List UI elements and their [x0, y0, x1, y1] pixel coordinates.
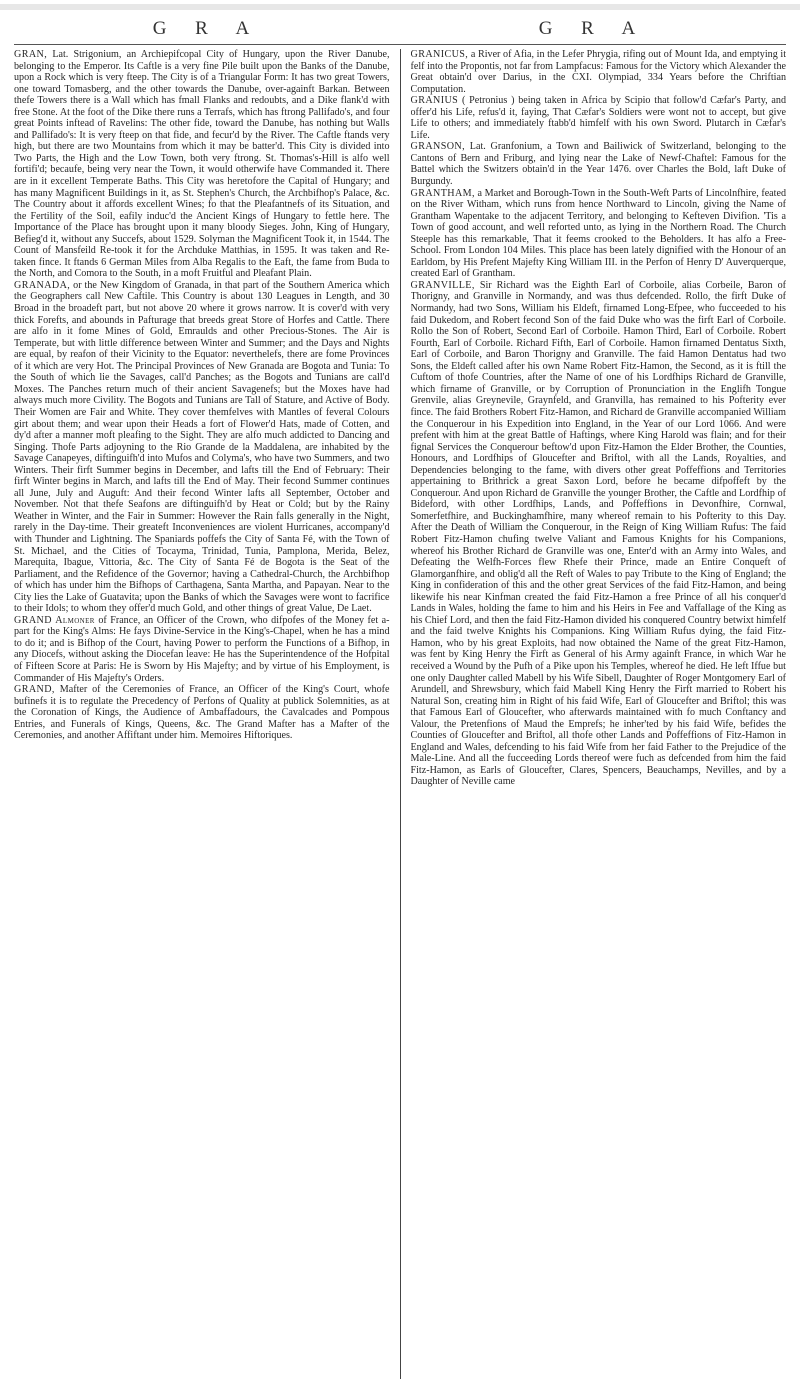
right-column — [411, 49, 787, 1379]
entry-headword: GRAND, — [14, 684, 55, 696]
top-margin-band — [0, 4, 800, 10]
entry-text: a River of Afia, in the Lefer Phrygia, rifing out of Mount Ida, and emptying it felf into the Propontis, not far from Lampfacus: Famous for the Victory which Alexander the Great obtain'd over Darius, in the CXI. Olympiad, 334 Years before the Chriftian Computation. — [410, 49, 786, 95]
entry-gran — [14, 49, 390, 280]
entry-headword: GRAN, — [14, 49, 48, 60]
running-head-right: G R A — [538, 18, 648, 39]
entry-text: Lat. Strigonium, an Archiepifcopal City of Hungary, upon the River Danube, belonging to the Emperor. Its Caftle is a very fine Pile built upon the Banks of the Danube, upon a Rock which is very fteep. The City is of a Triangular Form: It has two great Towers, one toward Tomasberg, and the other towards the Danube, over-againft Barkan. Between thefe Towers there is a Wall which has fmall Flanks and redoubts, and a Dike flank'd with free Stone. At the foot of the Dike there runs a Terrafs, which has ftrong Pallifado's, and four great Points inftead of Ravelins: The other fide, toward the Danube, has nothing but Walls and Pallifado's: It is very fteep on that fide, and fecur'd by the River. The Caftle ftands very high, but there are two Mountains from which it may be batter'd. This City is divided into Two Parts, the High and the Low Town, both very ftrong. St. Thomas's-Hill is alfo well fortifi'd; becaufe, being very near the Town, it would otherwife have Commanded it. There are in it excellent Temperate Baths. This City was heretofore the Capital of Hungary; and has many Magnificent Buildings in it, as St. Stephen's Church, the Archbifhop's Palace, &c. The Country about it affords excellent Wines; fo that the Pleafantnefs of its Situation, and the Fertility of the Soil, eafily induc'd the Ancient Kings of Hungary to fettle here. The Importance of the Place has brought upon it many bloody Sieges. John, King of Hungary, Befieg'd it, without any Succefs, about 1529. Solyman the Magnificent Took it, in 1544. The Count of Mansfeild Re-took it for the Archduke Matthias, in 1595. It was taken and Re-taken fince. It ftands 6 German Miles from Alba Regalis to the Eaft, the fame from Buda to the North, and Comora to the South, in a moft Fruitful and Pleafant Plain. — [14, 49, 390, 280]
entry-text: a Market and Borough-Town in the South-Weft Parts of Lincolnfhire, feated on the River Witham, which runs from hence Northward to Lincoln, giving the Name of Grantham Wapentake to the adjacent Territory, and belonging to Kefteven Divifion. 'Tis a Town of good account, and well reforted unto, as lying in the Northern Road. The Church Steeple has this remarkable, That it feems crooked to the Beholders. It has alfo a Free-School. From London 104 Miles. This place has been lately dignified with the Honour of an Earldom, by His Prefent Majefty King William III. in the Perfon of Henry D' Auverquerque, created Earl of Grantham. — [410, 187, 786, 280]
entry-headword: GRANIUS — [410, 95, 459, 107]
entry-headword: GRANICUS, — [410, 49, 469, 60]
entry-headword: GRANTHAM, — [410, 187, 475, 199]
entry-text: Lat. Granfonium, a Town and Bailiwick of Switzerland, belonging to the Cantons of Bern and Friburg, and lying near the Lake of Newf-Chaftel: Famous for the Battel which the Switzers obtain'd in the Year 1476. over Charles the Bold, laft Duke of Burgundy. — [410, 141, 786, 188]
entry-grand-almoner — [14, 615, 390, 684]
text-columns — [14, 49, 786, 1379]
entry-headword: GRANVILLE, — [410, 279, 475, 291]
running-head — [14, 14, 786, 44]
entry-granson — [411, 141, 787, 187]
entry-grand-master — [14, 684, 390, 742]
entry-text: or the New Kingdom of Granada, in that part of the Southern America which the Geographers call New Caftile. This Country is about 130 Leagues in Length, and 30 Broad in the broadeft part, but not above 20 where it grows narrow. It is cover'd with very thick Forefts, and abounds in Pafturage that breeds great Store of Horfes and Cattle. There are alfo in it fome Mines of Gold, Emraulds and other Precious-Stones. The Air is Temperate, but with little difference between Winter and Summer; and the Days and Nights are equal, by reafon of their Vicinity to the Equator: neverthelefs, there are fome Provinces of it which are very Hot. The Principal Provinces of New Granada are Bogota and Tunia: To the South of which lie the Savages, call'd Panches; as the Bogots and Tunians are call'd Moxes. The Panches return much of their ancient Savagenefs; but the Moxes have had always much more Civility. The Bogots and Tunians are Tall of Stature, and Active of Body. Their Women are Fair and White. They cover themfelves with Mantles of feveral Colours girt about them; and wear upon their Heads a fort of Flower'd Hats, made of Cotten, and dy'd after a manner moft pleafing to the Sight. They are alfo much addicted to Dancing and Singing. Thofe Parts adjoyning to the Rio Grande de la Maddalena, are inhabited by the Savage Canapeyes, diftinguifh'd into Mufos and Colyma's, who have two Summers, and two Winters. Their firft Summer begins in December, and lafts till the End of February: Their firft Winter begins in March, and lafts till the End of May. Their fecond Summer continues all June, July and Auguft: And their fecond Winter lafts all September, October and November. Not that thefe Seafons are diftinguifh'd by Heat or Cold; but by the Rainy Weather in Winter, and the Fair in Summer: However the Rain falls generally in the Night, rarely in the Day-time. Their greateft Inconveniences are violent Hurricanes, accompany'd with Thunder and Lightning. The Spaniards poffefs the City of Santa Fé, with the Town of St. Michael, and the Cities of Tocayma, Trinidad, Tunia, Pamplona, Merida, Belez, Marequita, Ibague, Vittoria, &c. The City of Santa Fé de Bogota is the Seat of the Parliament, and the Refidence of the Governor; having a Cathedral-Church, the Archbifhop of which has under him the Bifhops of Carthagena, Santa Martha, and Papayan. Near to the City lies the Lake of Guatavita; upon the Banks of which the Savages were wont to facrifice to their Idols; to whom they offer'd much Gold, and other things of great Value, De Laet. — [14, 279, 390, 615]
left-column — [14, 49, 390, 1379]
entry-granius — [411, 95, 787, 141]
entry-headword: GRANADA, — [14, 279, 71, 291]
entry-grantham — [411, 188, 787, 280]
entry-text: of France, an Officer of the Crown, who difpofes of the Money fet a-part for the King's Alms: He fays Divine-Service in the King's-Chapel, when he has a mind to do it; and is Bifhop of the Court, having Power to perform the Functions of a Bifhop, in any Diocefs, without asking the Diocefan leave: He has the Superintendence of the Hofpital of Fifteen Score at Paris: He is Sworn by His Majefty; and by virtue of his Employment, is Commander of His Majefty's Orders. — [14, 614, 390, 684]
entry-headword: GRANSON, — [410, 141, 466, 153]
entry-text: ( Petronius ) being taken in Africa by Scipio that follow'd Cæfar's Party, and offer'd his Life, refus'd it, faying, That Cæfar's Soldiers were wont not to accept, but give Life to others; and immediately ftabb'd himfelf with his own Sword. Plutarch in Cæfar's Life. — [410, 95, 786, 141]
entry-granicus — [411, 49, 787, 95]
entry-headword: GRAND Almoner — [14, 614, 95, 626]
running-head-left: G R A — [152, 18, 262, 39]
entry-granada — [14, 280, 390, 615]
entry-text: Sir Richard was the Eighth Earl of Corboile, alias Corbeile, Baron of Thorigny, and Granville in Normandy, and was thus defcended. Rollo, the firft Duke of Normandy, had two Sons, William his Eldeft, firnamed Long-Efpee, who fucceeded to his faid Dukedom, and Robert fecond Son of the faid Duke who was the firft Earl of Corboile. Rollo the Son of Robert, Second Earl of Corboile. Hamon Third, Earl of Corboile. Robert Fourth, Earl of Corboile. Richard Fifth, Earl of Corboile. Hamon firnamed Dentatus Sixth, Earl of Corboile, and Baron Thorigny and Granville. The faid Hamon Dentatus had two Sons, the Eldeft called after his own Name Robert Fitz-Hamon, the Second, as it is ftill the Cuftom of thofe Countries, after the Name of one of his Lordfhips Richard de Granville, which firname of Granville, or by Corruption of Pronunciation in the Englifh Tongue Grenvile, alias Greynevile, Graynfeld, and Granvilla, has remained to his Pofterity ever fince. The faid Brothers Robert Fitz-Hamon, and Richard de Granville accompanied William the Conquerour in his Expedition into England, in the Year of our Lord 1066. And were prefent with him at the great Battle of Haftings, where King Harold was flain; and for their fignal Services the Conquerour beftow'd upon Fitz-Hamon the Elder Brother, the Counties, Honours, and Lordfhips of Gloucefter and Briftol, with all the Lands, Royalties, and Dependencies belonging to the fame, with divers other great Poffeffions and Territories appertaining to Brithrick a great Saxon Lord, before he became difpoffeft by the Conquerour. And upon Richard de Granville the younger Brother, the Caftle and Lordfhip of Bideford, with other Lordfhips, Lands, and Poffeffions in Devonfhire, Cornwal, Somerfetfhire, and Buckinghamfhire, many whereof remain to his Pofterity to this Day. After the Death of William the Conquerour, in the Reign of King William Rufus: The faid Robert Fitz-Hamon chufing twelve Valiant and Famous Knights for his Companions, whereof his Brother Richard de Granville was one, Enter'd with an Army into Wales, and Defeating the Welfh-Forces flew Rhefe their Prince, made an Entire Conqueft of Glamorganfhire, and oblig'd all the Reft of Wales to pay Tribute to the King of England; the King in confideration of this and the other great Services of the faid Fitz-Hamon, and being likewife his near Kinfman created the faid Fitz-Hamon a free Prince of all his conquer'd Lands in Wales, holding the fame to him and his Heirs in Fee and Vaffallage of the King as his Chief Lord, and then the faid Fitz-Hamon divided his conquered Country betwixt himfelf and the faid twelve Knights his Companions. King William Rufus dying, the faid Fitz-Hamon, who by his great Exploits, had now obtained the Name of the great Fitz-Hamon, was fent by King Henry the Firft as General of his Army againft France, in which War he received a Wound by the Pufh of a Pike upon his Temples, whereof he died. He left Iffue but one only Daughter called Mabell by his Wife Sibell, Daughter of Roger Montgomery Earl of Arundell, and Shrewsbury, which faid Mabell King Henry the Firft married to Robert his Natural Son, creating him in Right of his faid Wife, Earl of Gloucefter and Briftol; this was that Famous Earl of Gloucefter, who afterwards maintained with fo much Conftancy and Valour, the Pretenfions of Maud the Emprefs; he inher'ted by his faid Wife, befides the Counties of Gloucefter and Briftol, all thofe other Lands and Poffeffions of Fitz-Hamon in England and Wales, defcending to his faid Wife from her faid Father to the Prejudice of the Male-Line. And all the fucceeding Lords thereof were fuch as defcended from him the faid Fitz-Hamon, as Earls of Gloucefter, Clares, Spencers, Beauchamps, Nevilles, and by a Daughter of Neville came — [410, 279, 786, 788]
entry-text: Mafter of the Ceremonies of France, an Officer of the King's Court, whofe bufinefs it is to regulate the Precedency of Perfons of Quality at publick Solemnities, as at the Coronation of Kings, the Audience of Ambaffadours, the Cavalcades and Pompous Entries, and Funerals of Kings, Queens, &c. The Grand Mafter has a Mafter of the Ceremonies, and another Affiftant under him. Memoires Hiftoriques. — [14, 684, 390, 742]
running-head-rule — [14, 44, 786, 45]
column-divider — [400, 49, 401, 1379]
entry-granville — [411, 280, 787, 788]
